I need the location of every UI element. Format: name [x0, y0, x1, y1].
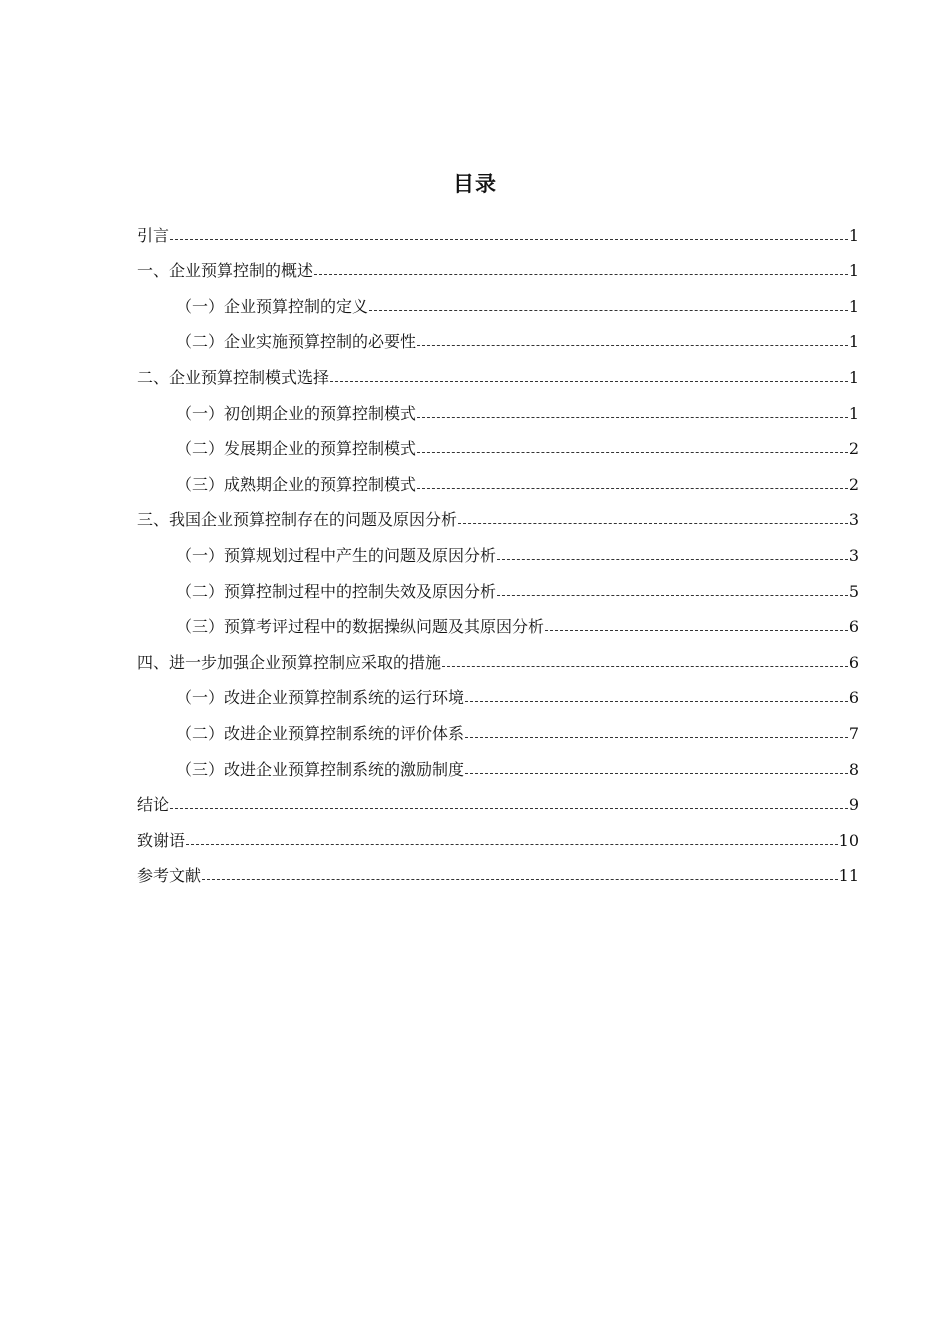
toc-entry-label: （二）改进企业预算控制系统的评价体系	[176, 723, 465, 743]
toc-leader	[417, 344, 848, 346]
toc-entry[interactable]	[137, 602, 859, 638]
toc-entry-page: 1	[848, 332, 859, 352]
toc-entry-page: 6	[848, 617, 859, 637]
toc-entry-label: 二、企业预算控制模式选择	[137, 367, 330, 387]
toc-entry[interactable]	[137, 708, 859, 744]
toc-entry-label: 一、企业预算控制的概述	[137, 261, 314, 281]
toc-leader	[497, 594, 848, 596]
toc-entry[interactable]	[137, 530, 859, 566]
toc-entry-page: 1	[848, 403, 859, 423]
toc-entry-label: （二）发展期企业的预算控制模式	[176, 439, 417, 459]
toc-leader	[170, 238, 848, 240]
toc-entry-label: （一）改进企业预算控制系统的运行环境	[176, 688, 465, 708]
toc-entry[interactable]	[137, 317, 859, 353]
toc-leader	[330, 380, 848, 382]
toc-entry-label: 参考文献	[137, 866, 202, 886]
toc-leader	[497, 558, 848, 560]
toc-entry[interactable]	[137, 744, 859, 780]
toc-entry-page: 3	[848, 545, 859, 565]
toc-entry[interactable]	[137, 673, 859, 709]
toc-entry[interactable]	[137, 388, 859, 424]
toc-entry-page: 1	[848, 261, 859, 281]
toc-leader	[465, 736, 848, 738]
toc-entry[interactable]	[137, 210, 859, 246]
toc-entry[interactable]	[137, 459, 859, 495]
toc-entry-page: 3	[848, 510, 859, 530]
toc-entry-page: 10	[838, 830, 859, 850]
toc-entry[interactable]	[137, 495, 859, 531]
toc-entry-page: 2	[848, 474, 859, 494]
toc-entry[interactable]	[137, 637, 859, 673]
toc-entry-label: 致谢语	[137, 830, 186, 850]
toc-leader	[314, 273, 848, 275]
toc-entry-page: 11	[838, 866, 859, 886]
toc-leader	[465, 700, 848, 702]
toc-entry-label: （三）改进企业预算控制系统的激励制度	[176, 759, 465, 779]
toc-leader	[186, 843, 838, 845]
toc-entry-label: 三、我国企业预算控制存在的问题及原因分析	[137, 510, 458, 530]
toc-entry[interactable]	[137, 566, 859, 602]
toc-entry-label: （二）预算控制过程中的控制失效及原因分析	[176, 581, 497, 601]
toc-entry-page: 6	[848, 652, 859, 672]
toc-entry[interactable]	[137, 780, 859, 816]
toc-leader	[202, 878, 838, 880]
toc-leader	[417, 487, 848, 489]
toc-entry-page: 1	[848, 367, 859, 387]
toc-entry-label: （一）初创期企业的预算控制模式	[176, 403, 417, 423]
toc-leader	[458, 522, 848, 524]
toc-entry-page: 8	[848, 759, 859, 779]
toc-entry-page: 7	[848, 723, 859, 743]
toc-entry-page: 1	[848, 296, 859, 316]
toc-entry[interactable]	[137, 281, 859, 317]
table-of-contents	[137, 210, 859, 886]
toc-entry-label: （二）企业实施预算控制的必要性	[176, 332, 417, 352]
toc-leader	[465, 772, 848, 774]
toc-entry-page: 6	[848, 688, 859, 708]
toc-entry-label: 四、进一步加强企业预算控制应采取的措施	[137, 652, 442, 672]
toc-leader	[417, 416, 848, 418]
toc-entry-label: （一）企业预算控制的定义	[176, 296, 369, 316]
toc-entry-page: 5	[848, 581, 859, 601]
toc-leader	[417, 451, 848, 453]
page-title: 目录	[453, 172, 497, 196]
toc-entry[interactable]	[137, 851, 859, 887]
toc-leader	[170, 807, 848, 809]
toc-leader	[545, 629, 848, 631]
toc-entry-page: 1	[848, 225, 859, 245]
toc-entry-page: 2	[848, 439, 859, 459]
toc-entry-page: 9	[848, 795, 859, 815]
toc-entry[interactable]	[137, 352, 859, 388]
toc-entry[interactable]	[137, 424, 859, 460]
toc-entry-label: （三）成熟期企业的预算控制模式	[176, 474, 417, 494]
toc-leader	[369, 309, 848, 311]
toc-entry-label: 引言	[137, 225, 170, 245]
toc-entry-label: 结论	[137, 795, 170, 815]
toc-entry-label: （三）预算考评过程中的数据操纵问题及其原因分析	[176, 617, 545, 637]
toc-leader	[442, 665, 848, 667]
toc-entry[interactable]	[137, 246, 859, 282]
toc-entry-label: （一）预算规划过程中产生的问题及原因分析	[176, 545, 497, 565]
toc-entry[interactable]	[137, 815, 859, 851]
